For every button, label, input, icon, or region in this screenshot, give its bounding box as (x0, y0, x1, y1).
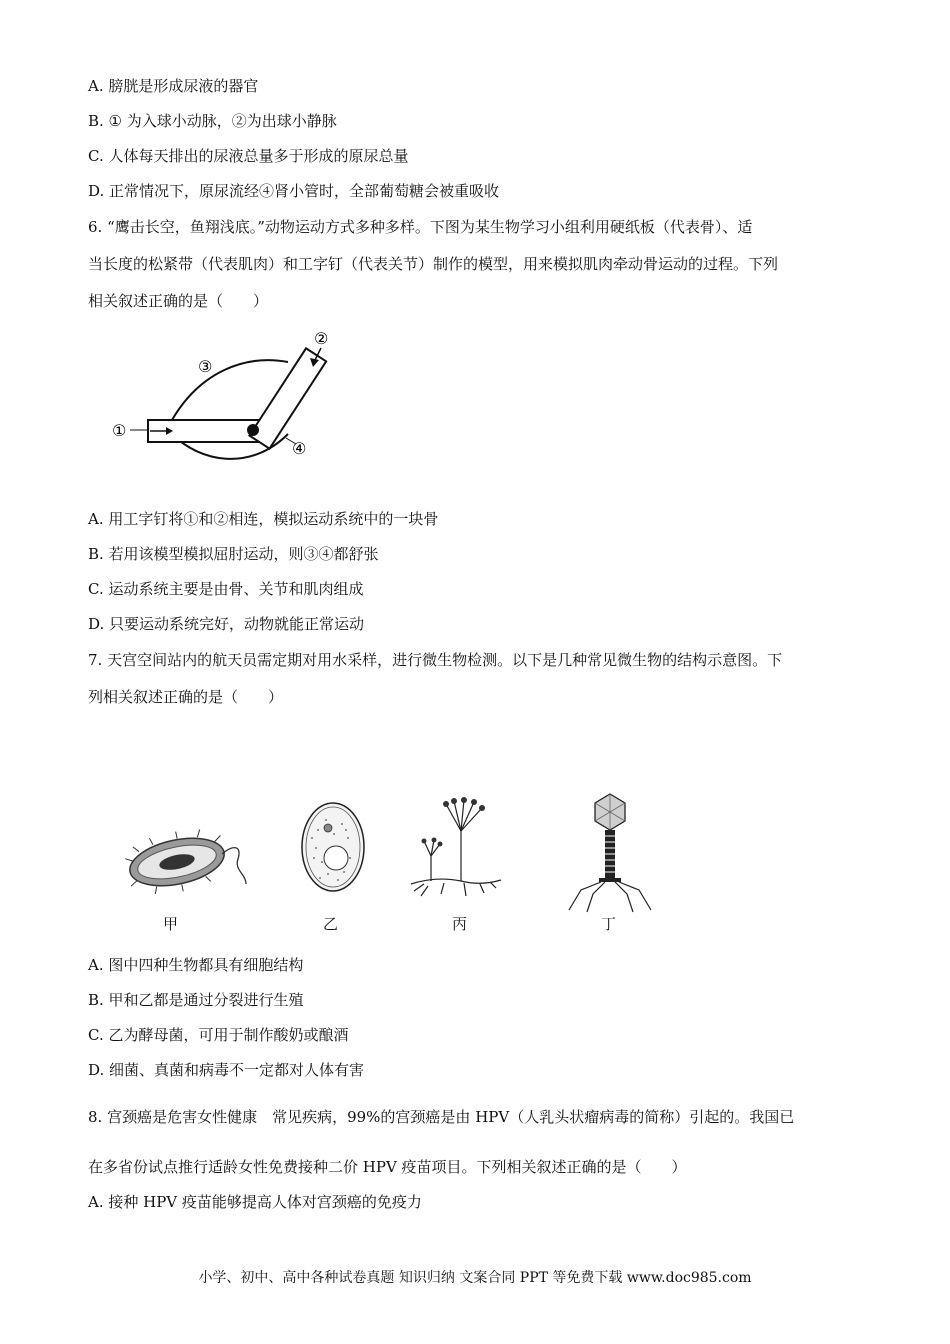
q7-stem-line-2: 列相关叙述正确的是（ ） (88, 688, 284, 706)
q5-option-a: A. 膀胱是形成尿液的器官 (88, 77, 259, 95)
bacterium-illustration (122, 824, 252, 894)
q6-option-c: C. 运动系统主要是由骨、关节和肌肉组成 (88, 580, 364, 598)
q6-stem-line-1: 6. “鹰击长空，鱼翔浅底。”动物运动方式多种多样。下图为某生物学习小组利用硬纸板（代表骨）、适 (88, 218, 753, 236)
figure-label-2: ② (314, 329, 329, 348)
figure-label-1: ① (112, 421, 127, 440)
q8-stem-line-2: 在多省份试点推行适龄女性免费接种二价 HPV 疫苗项目。下列相关叙述正确的是（ ） (88, 1158, 687, 1176)
q7-option-c: C. 乙为酵母菌，可用于制作酸奶或酿酒 (88, 1026, 349, 1044)
figure-label-3: ③ (198, 357, 213, 376)
q6-option-a: A. 用工字钉将①和②相连，模拟运动系统中的一块骨 (88, 510, 439, 528)
q7-stem-line-1: 7. 天宫空间站内的航天员需定期对用水采样，进行微生物检测。以下是几种常见微生物的结构示意图。下 (88, 651, 783, 669)
q8-option-a: A. 接种 HPV 疫苗能够提高人体对宫颈癌的免疫力 (88, 1193, 422, 1211)
caption-ding: 丁 (601, 915, 617, 933)
q5-option-b: B. ① 为入球小动脉，②为出球小静脉 (88, 112, 337, 130)
q7-option-d: D. 细菌、真菌和病毒不一定都对人体有害 (88, 1061, 365, 1079)
caption-jia: 甲 (163, 915, 179, 933)
q6-option-d: D. 只要运动系统完好，动物就能正常运动 (88, 615, 365, 633)
caption-bing: 丙 (452, 915, 468, 933)
muscle-bone-model-figure (100, 322, 360, 472)
q5-option-d: D. 正常情况下，原尿流经④肾小管时，全部葡萄糖会被重吸收 (88, 182, 500, 200)
figure-label-4: ④ (292, 439, 307, 458)
q6-stem-line-3: 相关叙述正确的是（ ） (88, 292, 269, 310)
mold-illustration (406, 796, 506, 906)
q8-stem-line-1: 8. 宫颈癌是危害女性健康 常见疾病，99%的宫颈癌是由 HPV（人乳头状瘤病毒的简称）引起的。我国已 (88, 1108, 795, 1126)
q6-stem-line-2: 当长度的松紧带（代表肌肉）和工字钉（代表关节）制作的模型，用来模拟肌肉牵动骨运动的过程。下列 (88, 255, 779, 273)
q7-option-a: A. 图中四种生物都具有细胞结构 (88, 956, 304, 974)
bacteriophage-illustration (565, 790, 655, 915)
q5-option-c: C. 人体每天排出的尿液总量多于形成的原尿总量 (88, 147, 409, 165)
q6-option-b: B. 若用该模型模拟屈肘运动，则③④都舒张 (88, 545, 379, 563)
caption-yi: 乙 (323, 915, 339, 933)
q7-option-b: B. 甲和乙都是通过分裂进行生殖 (88, 991, 304, 1009)
page-footer: 小学、初中、高中各种试卷真题 知识归纳 文案合同 PPT 等免费下载 www.doc985.com (198, 1270, 752, 1286)
yeast-cell-illustration (298, 800, 368, 895)
joint-pin (247, 424, 259, 436)
